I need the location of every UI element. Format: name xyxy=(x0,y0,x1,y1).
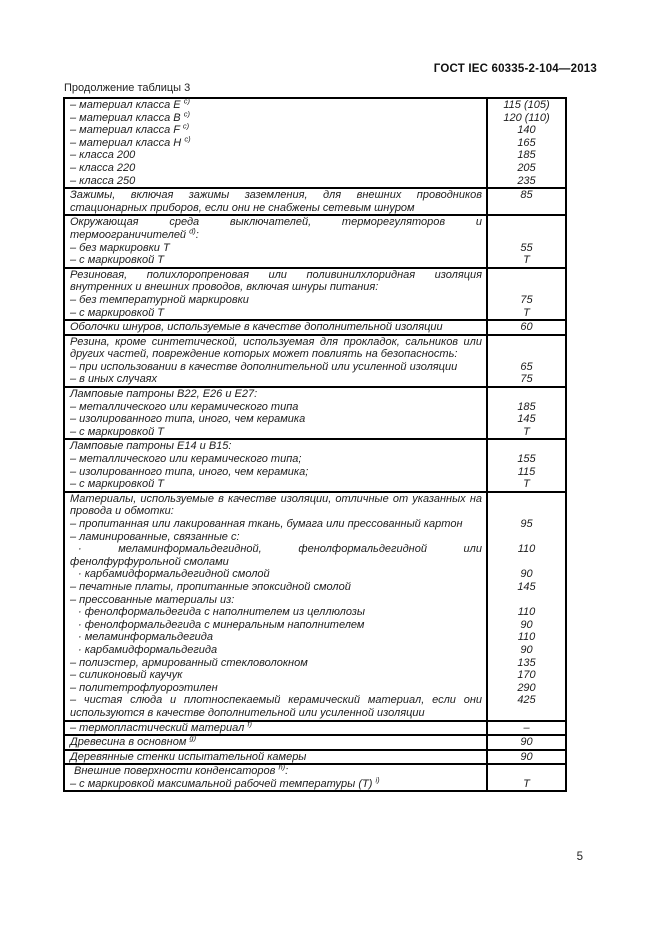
row-label-text: Материалы, используемые в качестве изоляции, отличные от указанных на xyxy=(70,492,482,505)
row-label xyxy=(65,242,486,255)
row-value-text: Т xyxy=(523,425,530,438)
row-label-text: · карбамидформальдегида xyxy=(78,643,218,656)
row-label-text: фенолфурфурольной смолами xyxy=(70,555,229,568)
row-value xyxy=(486,162,565,175)
table-row xyxy=(65,202,565,215)
table-section xyxy=(65,438,565,490)
row-label-text: – класса 200 xyxy=(70,149,136,162)
row-label-text: – с маркировкой Т xyxy=(70,306,164,319)
row-value xyxy=(486,137,565,150)
table-row xyxy=(65,493,565,506)
row-value-text: Т xyxy=(523,777,530,790)
row-label-text: – с маркировкой Т xyxy=(70,254,164,267)
page-number: 5 xyxy=(576,851,583,863)
row-label xyxy=(65,682,486,695)
row-value-text: 90 xyxy=(520,568,533,581)
row-label-text: – изолированного типа, иного, чем керамика; xyxy=(70,465,309,478)
row-label xyxy=(65,543,486,556)
row-value-text: 185 xyxy=(517,400,536,413)
row-value xyxy=(486,568,565,581)
row-label xyxy=(65,108,486,125)
row-label xyxy=(65,478,486,491)
row-value-text: 90 xyxy=(520,750,533,763)
row-value-text: 90 xyxy=(520,736,533,749)
row-label-text: – с маркировкой максимальной рабочей температуры (Т) xyxy=(70,777,373,790)
row-label-text: – металлического или керамического типа xyxy=(70,400,299,413)
table-section xyxy=(65,720,565,735)
table-section xyxy=(65,386,565,438)
row-value-text: 140 xyxy=(517,124,536,137)
table-section xyxy=(65,734,565,749)
row-label xyxy=(65,568,486,581)
row-label-text: · фенолформальдегида с минеральным наполнителем xyxy=(78,618,365,631)
row-label xyxy=(65,466,486,479)
row-label xyxy=(65,657,486,670)
table-row xyxy=(65,453,565,466)
row-label-text: термоограничителей xyxy=(70,228,187,241)
table-row xyxy=(65,149,565,162)
row-value xyxy=(486,694,565,707)
row-label xyxy=(65,189,486,202)
row-label xyxy=(65,694,486,707)
row-label xyxy=(65,348,486,361)
row-label xyxy=(65,226,486,242)
table-row xyxy=(65,361,565,374)
row-label-text: – класса 250 xyxy=(70,174,136,187)
row-value xyxy=(486,216,565,229)
row-value xyxy=(486,321,565,334)
table-row xyxy=(65,348,565,361)
table-section xyxy=(65,319,565,334)
row-label xyxy=(65,96,486,112)
row-value-text: 155 xyxy=(517,453,536,466)
row-value xyxy=(486,657,565,670)
table-row xyxy=(65,281,565,294)
row-value xyxy=(486,388,565,401)
table-row xyxy=(65,294,565,307)
table-row xyxy=(65,518,565,531)
table-row xyxy=(65,505,565,518)
row-label xyxy=(65,388,486,401)
row-value xyxy=(486,722,565,735)
row-label-text: Деревянные стенки испытательной камеры xyxy=(70,750,307,763)
row-value-text: 135 xyxy=(517,656,536,669)
row-label-text: Резиновая, полихлоропреновая или поливинилхлоридная изоляция xyxy=(70,268,482,281)
row-value xyxy=(486,440,565,453)
footnote-ref: c) xyxy=(183,108,190,118)
table-row xyxy=(65,466,565,479)
row-value xyxy=(486,466,565,479)
row-label xyxy=(65,121,486,137)
row-value-text: 90 xyxy=(520,618,533,631)
row-label-text: · фенолформальдегида с наполнителем из целлюлозы xyxy=(78,606,366,619)
footnote-ref: f) xyxy=(247,718,252,728)
row-value xyxy=(486,707,565,720)
row-value-text: 145 xyxy=(517,413,536,426)
table-row xyxy=(65,694,565,707)
row-value xyxy=(486,543,565,556)
row-value-text: 185 xyxy=(517,149,536,162)
table-row xyxy=(65,388,565,401)
row-label-text: – ламинированные, связанные с: xyxy=(70,530,240,543)
table-caption: Продолжение таблицы 3 xyxy=(64,82,191,94)
row-value xyxy=(486,307,565,320)
row-label-text: – класса 220 xyxy=(70,161,136,174)
row-value xyxy=(486,281,565,294)
row-label xyxy=(65,216,486,229)
row-label-tail: : xyxy=(195,228,199,241)
row-value xyxy=(486,669,565,682)
row-value xyxy=(486,401,565,414)
table-row xyxy=(65,413,565,426)
table-section xyxy=(65,96,565,187)
row-label xyxy=(65,531,486,544)
row-label-text: Зажимы, включая зажимы заземления, для внешних проводников xyxy=(70,189,482,202)
table-section xyxy=(65,267,565,319)
row-label-text: Ламповые патроны В22, Е26 и Е27: xyxy=(70,388,258,401)
table-row xyxy=(65,594,565,607)
table-row xyxy=(65,531,565,544)
row-label xyxy=(65,254,486,267)
row-value xyxy=(486,751,565,764)
row-value xyxy=(486,361,565,374)
row-value-text: 145 xyxy=(517,580,536,593)
table-row xyxy=(65,657,565,670)
row-label xyxy=(65,149,486,162)
footnote-ref: h) xyxy=(278,762,286,772)
row-value xyxy=(486,242,565,255)
table-row xyxy=(65,543,565,556)
row-value-text: 75 xyxy=(520,373,533,386)
table-row xyxy=(65,775,565,791)
row-value-text: 110 xyxy=(517,606,536,619)
row-label-text: – политетрофлуороэтилен xyxy=(70,681,218,694)
table-row xyxy=(65,426,565,439)
row-value xyxy=(486,99,565,112)
table-row xyxy=(65,401,565,414)
row-label-text: – материал класса F xyxy=(70,124,180,137)
row-value-text: 115 xyxy=(517,465,536,478)
table-row xyxy=(65,751,565,764)
table-row xyxy=(65,216,565,229)
table-row xyxy=(65,175,565,188)
row-label xyxy=(65,175,486,188)
row-label xyxy=(65,413,486,426)
row-value xyxy=(486,606,565,619)
row-label xyxy=(65,581,486,594)
row-label-text: – печатные платы, пропитанные эпоксидной смолой xyxy=(70,580,351,593)
row-value xyxy=(486,778,565,791)
row-label-text: других частей, повреждение которых может повлиять на безопасность: xyxy=(70,348,458,361)
row-value xyxy=(486,619,565,632)
row-label-text: – при использовании в качестве дополнительной или усиленной изоляции xyxy=(70,360,458,373)
row-value xyxy=(486,644,565,657)
row-label xyxy=(65,202,486,215)
table-section xyxy=(65,749,565,764)
row-value-text: 205 xyxy=(517,161,536,174)
row-label xyxy=(65,669,486,682)
table-row xyxy=(65,440,565,453)
table-row xyxy=(65,619,565,632)
row-value-text: 425 xyxy=(517,694,536,707)
table-row xyxy=(65,682,565,695)
table-row xyxy=(65,718,565,735)
table-row xyxy=(65,321,565,334)
row-label xyxy=(65,373,486,386)
row-label-text: – полиэстер, армированный стекловолокном xyxy=(70,656,308,669)
row-label xyxy=(65,707,486,720)
table-3-continuation xyxy=(63,97,567,792)
table-row xyxy=(65,242,565,255)
row-value xyxy=(486,493,565,506)
row-label-text: – без температурной маркировки xyxy=(70,293,249,306)
row-label xyxy=(65,294,486,307)
row-value xyxy=(486,124,565,137)
row-value xyxy=(486,229,565,242)
row-label xyxy=(65,134,486,150)
row-label-text: · меламинформальдегида xyxy=(78,631,213,644)
row-value xyxy=(486,426,565,439)
table-row xyxy=(65,162,565,175)
row-label xyxy=(65,606,486,619)
row-value-text: 65 xyxy=(520,360,533,373)
row-label-text: стационарных приборов, если они не снабжены сетевым шнуром xyxy=(70,201,415,214)
row-label-text: – материал класса E xyxy=(70,99,181,111)
row-value xyxy=(486,175,565,188)
row-label-text: – чистая слюда и плотноспекаемый керамический материал, если они xyxy=(70,694,482,707)
row-value xyxy=(486,294,565,307)
table-section xyxy=(65,334,565,386)
row-value xyxy=(486,765,565,778)
row-value xyxy=(486,202,565,215)
table-row xyxy=(65,581,565,594)
row-value xyxy=(486,269,565,282)
row-label-text: Древесина в основном xyxy=(70,736,187,749)
row-label-text: Ламповые патроны Е14 и В15: xyxy=(70,440,232,453)
row-value xyxy=(486,373,565,386)
document-header: ГОСТ IEC 60335-2-104—2013 xyxy=(433,63,597,75)
row-label xyxy=(65,751,486,764)
row-label xyxy=(65,619,486,632)
row-label-text: Окружающая среда выключателей, терморегуляторов и xyxy=(70,216,482,229)
table-row xyxy=(65,556,565,569)
row-value-text: 60 xyxy=(520,321,533,334)
row-value xyxy=(486,413,565,426)
row-label xyxy=(65,269,486,282)
table-row xyxy=(65,134,565,150)
table-section xyxy=(65,763,565,790)
row-value xyxy=(486,531,565,544)
table-row xyxy=(65,121,565,137)
footnote-ref: d) xyxy=(189,226,196,236)
row-label-text: используются в качестве дополнительной или усиленной изоляции xyxy=(70,706,425,719)
table-row xyxy=(65,336,565,349)
table-row xyxy=(65,478,565,491)
row-label-text: – в иных случаях xyxy=(70,373,158,386)
row-label-text: – с маркировкой Т xyxy=(70,478,164,491)
footnote-ref: c) xyxy=(182,121,190,131)
footnote-ref: c) xyxy=(183,96,190,106)
row-label xyxy=(65,718,486,735)
row-label xyxy=(65,361,486,374)
row-value-text: – xyxy=(523,721,530,734)
row-label-text: Оболочки шнуров, используемые в качестве дополнительной изоляции xyxy=(70,321,443,334)
row-label xyxy=(65,556,486,569)
row-label xyxy=(65,401,486,414)
table-row xyxy=(65,733,565,749)
row-value-text: 110 xyxy=(517,543,536,556)
row-value xyxy=(486,518,565,531)
row-value-text: Т xyxy=(523,478,530,491)
row-label xyxy=(65,453,486,466)
row-value-text: 90 xyxy=(520,643,533,656)
footnote-ref: i) xyxy=(375,775,380,785)
row-value-text: 75 xyxy=(520,293,533,306)
row-label xyxy=(65,440,486,453)
row-label-tail: : xyxy=(285,765,289,778)
row-value xyxy=(486,594,565,607)
row-label xyxy=(65,493,486,506)
table-section xyxy=(65,214,565,266)
row-label xyxy=(65,336,486,349)
row-label-text: – прессованные материалы из: xyxy=(70,593,235,606)
table-row xyxy=(65,254,565,267)
row-value xyxy=(486,736,565,749)
table-row xyxy=(65,226,565,242)
row-value xyxy=(486,112,565,125)
row-label-text: внутренних и внешних проводов, включая шнуры питания: xyxy=(70,281,379,294)
row-value xyxy=(486,631,565,644)
row-value xyxy=(486,336,565,349)
row-value-text: Т xyxy=(523,306,530,319)
row-value xyxy=(486,189,565,202)
table-row xyxy=(65,631,565,644)
row-label-text: – термопластический материал xyxy=(70,721,245,734)
row-label-text: – изолированного типа, иного, чем керамика xyxy=(70,413,306,426)
footnote-ref: c) xyxy=(184,134,191,144)
table-row xyxy=(65,189,565,202)
row-label xyxy=(65,644,486,657)
row-value-text: Т xyxy=(523,254,530,267)
table-section xyxy=(65,187,565,214)
row-label xyxy=(65,505,486,518)
row-value xyxy=(486,149,565,162)
table-row xyxy=(65,373,565,386)
row-label xyxy=(65,281,486,294)
table-row xyxy=(65,707,565,720)
row-label-text: – силиконовый каучук xyxy=(70,669,183,682)
row-label-text: – металлического или керамического типа; xyxy=(70,453,302,466)
row-value-text: 120 (110) xyxy=(503,111,550,124)
row-label xyxy=(65,426,486,439)
row-value xyxy=(486,682,565,695)
footnote-ref: g) xyxy=(189,733,197,743)
row-label xyxy=(65,733,486,749)
row-value-text: 95 xyxy=(520,518,533,530)
row-value-text: 55 xyxy=(520,241,533,254)
row-value-text: 110 xyxy=(517,631,536,644)
row-label-text: – материал класса H xyxy=(70,136,182,149)
row-label-text: провода и обмотки: xyxy=(70,505,174,518)
row-label-text: · карбамидформальдегидной смолой xyxy=(78,568,270,581)
row-value xyxy=(486,254,565,267)
row-value xyxy=(486,505,565,518)
table-row xyxy=(65,307,565,320)
table-row xyxy=(65,762,565,778)
row-value xyxy=(486,581,565,594)
row-value-text: 290 xyxy=(517,681,536,694)
row-label-text: – без маркировки Т xyxy=(70,241,170,254)
row-label-text: Резина, кроме синтетической, используемая для прокладок, сальников или xyxy=(70,335,482,348)
table-section xyxy=(65,491,565,720)
row-value xyxy=(486,478,565,491)
row-label xyxy=(65,631,486,644)
row-value-text: 235 xyxy=(517,174,536,187)
row-value-text: 170 xyxy=(517,669,536,682)
row-label-text: – с маркировкой Т xyxy=(70,425,164,438)
row-label xyxy=(65,775,486,791)
row-label xyxy=(65,162,486,175)
table-row xyxy=(65,269,565,282)
row-label xyxy=(65,307,486,320)
row-label-text: – материал класса B xyxy=(70,111,181,124)
row-value-text: 85 xyxy=(520,189,533,202)
table-row xyxy=(65,108,565,125)
table-row xyxy=(65,606,565,619)
row-value xyxy=(486,453,565,466)
row-value-text: 165 xyxy=(517,136,536,149)
row-value xyxy=(486,348,565,361)
row-label-text: Внешние поверхности конденсаторов xyxy=(74,765,276,778)
row-label xyxy=(65,594,486,607)
row-label xyxy=(65,762,486,778)
table-row xyxy=(65,644,565,657)
table-row xyxy=(65,568,565,581)
row-label-text: – пропитанная или лакированная ткань, бумага или прессованный картон xyxy=(70,518,463,530)
row-label xyxy=(65,518,486,531)
row-label xyxy=(65,321,486,334)
table-row xyxy=(65,669,565,682)
row-label-text: · меламинформальдегидной, фенолформальдегидной или xyxy=(78,543,482,556)
row-value xyxy=(486,556,565,569)
row-value-text: 115 (105) xyxy=(503,99,550,111)
table-row xyxy=(65,96,565,112)
